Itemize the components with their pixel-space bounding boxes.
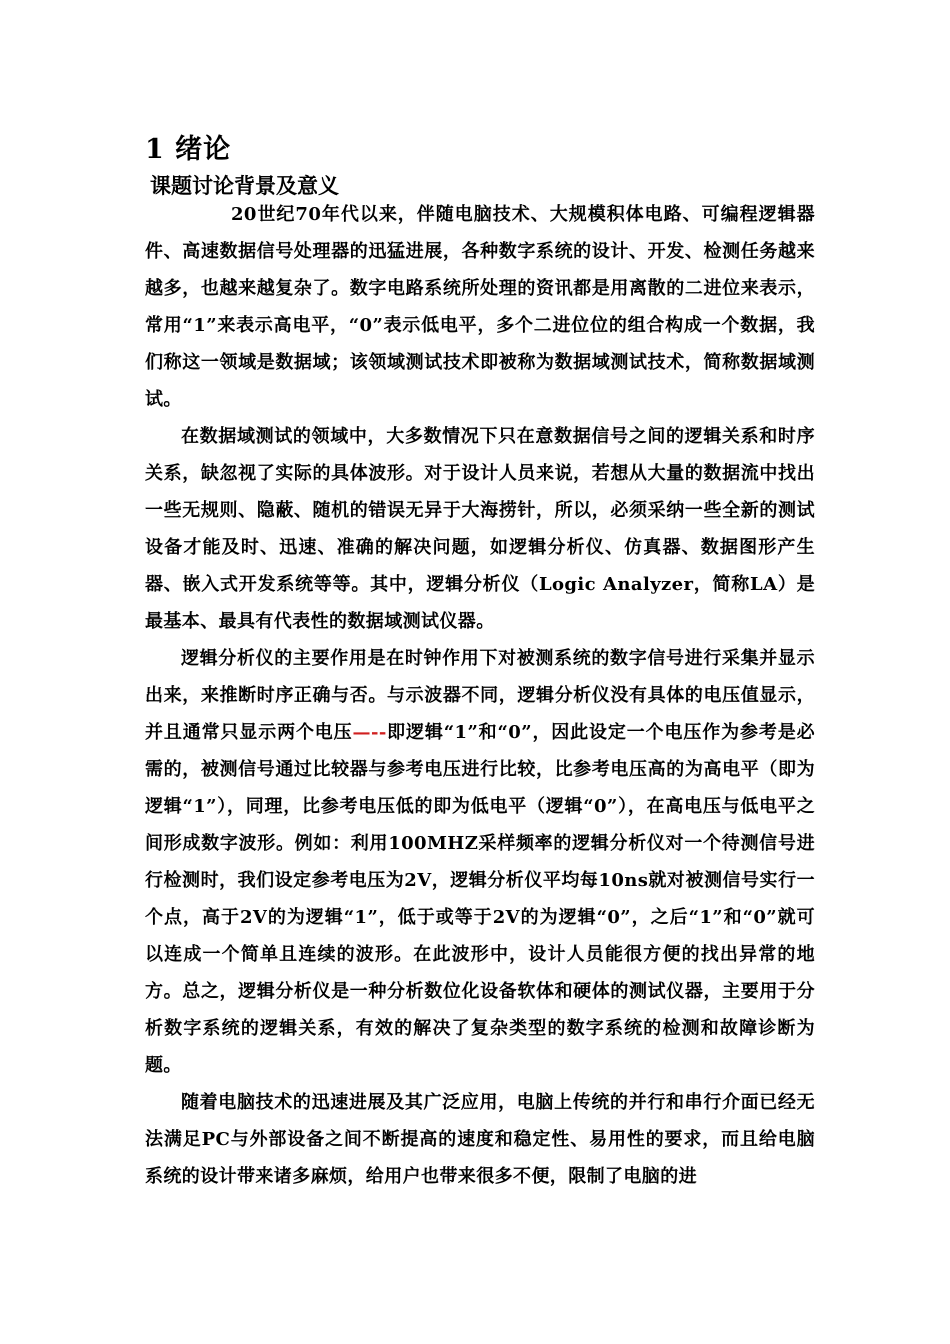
chapter-title: 1 绪论 xyxy=(145,134,232,165)
paragraph-2: 在数据域测试的领域中，大多数情况下只在意数据信号之间的逻辑关系和时序关系，缺忽视了实际的具体波形。对于设计人员来说，若想从大量的数据流中找出一些无规则、隐蔽、随机的错误无异于大海捞针，所以，必须采纳一些全新的测试设备才能及时、迅速、准确的解决问题，如逻辑分析仪、仿真器、数据图形产生器、嵌入式开发系统等等。其中，逻辑分析仪（Logic Analyzer，简称LA）是最基本、最具有代表性的数据域测试仪器。 xyxy=(145,426,815,632)
paragraph-3 xyxy=(145,640,815,1084)
paragraph-3-dash: —-- xyxy=(352,722,387,743)
paragraph-3-part-2: 即逻辑“1”和“0”，因此设定一个电压作为参考是必需的，被测信号通过比较器与参考电压进行比较，比参考电压高的为高电平（即为逻辑“1”），同理，比参考电压低的即为低电平（逻辑“0”），在高电压与低电平之间形成数字波形。例如：利用100MHZ采样频率的逻辑分析仪对一个待测信号进行检测时，我们设定参考电压为2V，逻辑分析仪平均每10ns就对被测信号实行一个点，高于2V的为逻辑“1”，低于或等于2V的为逻辑“0”，之后“1”和“0”就可以连成一个简单且连续的波形。在此波形中，设计人员能很方便的找出异常的地方。总之，逻辑分析仪是一种分析数位化设备软体和硬体的测试仪器，主要用于分析数字系统的逻辑关系，有效的解决了复杂类型的数字系统的检测和故障诊断为题。 xyxy=(145,722,815,1076)
body-text xyxy=(145,196,815,1195)
section-title: 课题讨论背景及意义 xyxy=(150,173,339,198)
paragraph-1: 20世纪70年代以来，伴随电脑技术、大规模积体电路、可编程逻辑器件、高速数据信号处理器的迅猛进展，各种数字系统的设计、开发、检测任务越来越多，也越来越复杂了。数字电路系统所处理的资讯都是用离散的二进位来表示，常用“1”来表示高电平，“0”表示低电平，多个二进位位的组合构成一个数据，我们称这一领域是数据域；该领域测试技术即被称为数据域测试技术，简称数据域测试。 xyxy=(145,204,815,410)
paragraph-4: 随着电脑技术的迅速进展及其广泛应用，电脑上传统的并行和串行介面已经无法满足PC与外部设备之间不断提高的速度和稳定性、易用性的要求，而且给电脑系统的设计带来诸多麻烦，给用户也带来很多不便，限制了电脑的进 xyxy=(145,1092,815,1187)
paragraph-3-part-1: 逻辑分析仪的主要作用是在时钟作用下对被测系统的数字信号进行采集并显示出来，来推断时序正确与否。与示波器不同，逻辑分析仪没有具体的电压值显示，并且通常只显示两个电压 xyxy=(145,648,815,743)
